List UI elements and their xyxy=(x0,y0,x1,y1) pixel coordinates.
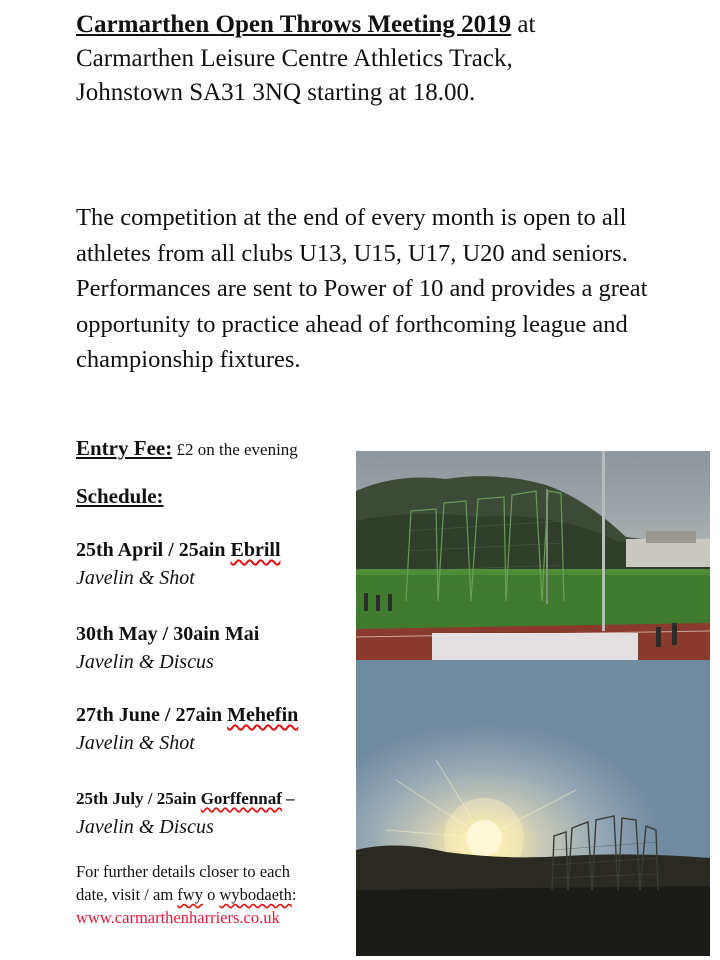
details-line-2-end: : xyxy=(291,885,297,904)
sunset-cage-photo xyxy=(356,660,710,956)
meeting-title: Carmarthen Open Throws Meeting 2019 xyxy=(76,11,512,38)
event-date xyxy=(76,785,295,813)
event-disciplines: Javelin & Shot xyxy=(76,567,195,589)
schedule-heading: Schedule: xyxy=(76,484,164,508)
event-disciplines: Javelin & Shot xyxy=(76,732,195,754)
event-date xyxy=(76,701,298,729)
event-date-cy: Mehefin xyxy=(227,704,299,726)
event-date: 30th May / 30ain Mai xyxy=(76,623,260,645)
website-link[interactable]: www.carmarthenharriers.co.uk xyxy=(76,908,280,927)
throws-cage-photo xyxy=(356,451,710,663)
event-date-suffix: – xyxy=(281,789,295,808)
event-date-en: 25th April / 25ain xyxy=(76,539,231,561)
event-date xyxy=(76,536,281,564)
further-details xyxy=(76,860,356,929)
intro-paragraph: The competition at the end of every month is open to all athletes from all clubs U13, U15, U17, U20 and seniors. Performances are sent to Power of 10 and provides a great opportunity to practice ahead of forthcoming league and championship fixtures. xyxy=(76,204,648,373)
details-line-2-mid: o xyxy=(202,885,220,904)
address-line: Johnstown SA31 3NQ starting at 18.00. xyxy=(76,79,476,106)
details-line-2: date, visit / am xyxy=(76,885,178,904)
welsh-word-fwy: fwy xyxy=(177,885,203,904)
entry-fee-label: Entry Fee: xyxy=(76,436,173,460)
welsh-word-wybodaeth: wybodaeth xyxy=(219,885,292,904)
event-heading xyxy=(76,8,696,110)
event-date-cy: Gorffennaf xyxy=(200,789,282,808)
entry-fee-value: £2 on the evening xyxy=(172,440,298,459)
title-suffix: at xyxy=(511,11,536,38)
schedule-event-4 xyxy=(76,785,295,841)
schedule-event-2 xyxy=(76,620,259,676)
entry-fee xyxy=(76,434,298,464)
event-date-en: 25th July / 25ain xyxy=(76,789,201,808)
venue-line: Carmarthen Leisure Centre Athletics Track, xyxy=(76,45,513,72)
schedule-event-1 xyxy=(76,536,281,592)
event-disciplines: Javelin & Discus xyxy=(76,816,214,838)
event-date-cy: Ebrill xyxy=(230,539,281,561)
schedule-event-3 xyxy=(76,701,298,757)
event-date-en: 27th June / 27ain xyxy=(76,704,228,726)
details-line-1: For further details closer to each xyxy=(76,862,290,881)
event-disciplines: Javelin & Discus xyxy=(76,651,214,673)
